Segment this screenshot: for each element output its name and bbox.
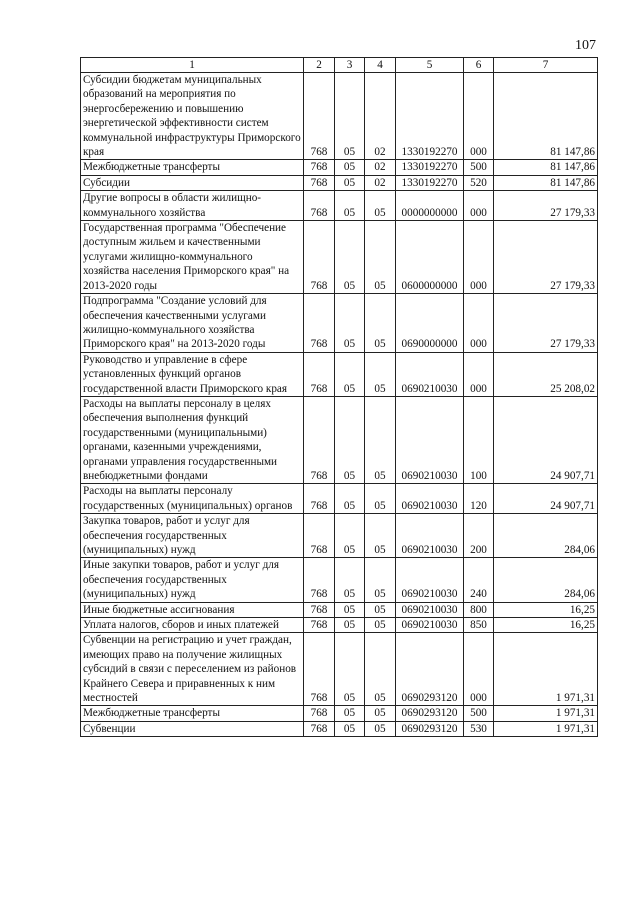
row-csr: 0690210030 (396, 618, 464, 633)
column-header: 7 (494, 58, 598, 73)
table-row (81, 706, 598, 721)
row-ved: 768 (304, 160, 335, 175)
row-vr: 000 (464, 73, 494, 160)
row-pr: 05 (365, 352, 396, 396)
row-pr: 05 (365, 191, 396, 221)
row-pr: 05 (365, 396, 396, 483)
row-pr: 05 (365, 558, 396, 602)
column-header: 5 (396, 58, 464, 73)
row-ved: 768 (304, 73, 335, 160)
row-csr: 0690210030 (396, 558, 464, 602)
table-row (81, 558, 598, 602)
row-ved: 768 (304, 721, 335, 736)
column-header: 2 (304, 58, 335, 73)
table-row (81, 618, 598, 633)
row-ved: 768 (304, 618, 335, 633)
table-row (81, 191, 598, 221)
row-rz: 05 (335, 175, 365, 190)
row-sum: 24 907,71 (494, 396, 598, 483)
row-ved: 768 (304, 396, 335, 483)
row-ved: 768 (304, 633, 335, 706)
row-sum: 27 179,33 (494, 294, 598, 353)
row-csr: 1330192270 (396, 160, 464, 175)
row-name: Субвенции на регистрацию и учет граждан, имеющих право на получение жилищных субсидий в связи с переселением из районов Крайнего Севера и приравненных к ним местностей (81, 633, 304, 706)
row-rz: 05 (335, 294, 365, 353)
row-ved: 768 (304, 602, 335, 617)
row-rz: 05 (335, 160, 365, 175)
row-pr: 05 (365, 294, 396, 353)
row-ved: 768 (304, 484, 335, 514)
row-sum: 25 208,02 (494, 352, 598, 396)
row-name: Другие вопросы в области жилищно-коммунального хозяйства (81, 191, 304, 221)
row-pr: 05 (365, 633, 396, 706)
row-sum: 16,25 (494, 602, 598, 617)
row-csr: 0690210030 (396, 602, 464, 617)
column-header: 4 (365, 58, 396, 73)
row-ved: 768 (304, 175, 335, 190)
row-name: Расходы на выплаты персоналу государственных (муниципальных) органов (81, 484, 304, 514)
table-row (81, 294, 598, 353)
row-name: Межбюджетные трансферты (81, 160, 304, 175)
row-vr: 520 (464, 175, 494, 190)
row-sum: 284,06 (494, 558, 598, 602)
row-sum: 27 179,33 (494, 191, 598, 221)
row-csr: 0600000000 (396, 221, 464, 294)
row-sum: 1 971,31 (494, 721, 598, 736)
row-ved: 768 (304, 558, 335, 602)
row-rz: 05 (335, 191, 365, 221)
row-sum: 81 147,86 (494, 175, 598, 190)
row-vr: 120 (464, 484, 494, 514)
table-header-row (81, 58, 598, 73)
column-header: 3 (335, 58, 365, 73)
row-rz: 05 (335, 618, 365, 633)
row-ved: 768 (304, 191, 335, 221)
row-vr: 850 (464, 618, 494, 633)
row-vr: 530 (464, 721, 494, 736)
row-vr: 800 (464, 602, 494, 617)
row-pr: 05 (365, 484, 396, 514)
row-vr: 200 (464, 514, 494, 558)
row-csr: 0690293120 (396, 633, 464, 706)
row-pr: 02 (365, 73, 396, 160)
row-csr: 0690210030 (396, 352, 464, 396)
row-ved: 768 (304, 514, 335, 558)
row-name: Руководство и управление в сфере установленных функций органов государственной власти Приморского края (81, 352, 304, 396)
row-name: Государственная программа "Обеспечение доступным жильем и качественными услугами жилищно-коммунального хозяйства населения Приморского края" на 2013-2020 годы (81, 221, 304, 294)
row-csr: 0000000000 (396, 191, 464, 221)
row-sum: 284,06 (494, 514, 598, 558)
row-rz: 05 (335, 706, 365, 721)
row-rz: 05 (335, 221, 365, 294)
table-row (81, 633, 598, 706)
row-vr: 000 (464, 221, 494, 294)
row-ved: 768 (304, 294, 335, 353)
row-name: Субсидии (81, 175, 304, 190)
row-vr: 500 (464, 160, 494, 175)
row-pr: 05 (365, 618, 396, 633)
row-csr: 0690293120 (396, 721, 464, 736)
table-row (81, 352, 598, 396)
row-pr: 05 (365, 721, 396, 736)
row-name: Межбюджетные трансферты (81, 706, 304, 721)
row-rz: 05 (335, 602, 365, 617)
row-rz: 05 (335, 352, 365, 396)
table-row (81, 73, 598, 160)
row-name: Субвенции (81, 721, 304, 736)
row-sum: 81 147,86 (494, 73, 598, 160)
table-row (81, 484, 598, 514)
row-csr: 0690000000 (396, 294, 464, 353)
row-sum: 27 179,33 (494, 221, 598, 294)
row-rz: 05 (335, 73, 365, 160)
row-ved: 768 (304, 352, 335, 396)
table-row (81, 602, 598, 617)
table-row (81, 175, 598, 190)
row-sum: 1 971,31 (494, 706, 598, 721)
row-rz: 05 (335, 633, 365, 706)
table-row (81, 221, 598, 294)
row-rz: 05 (335, 514, 365, 558)
row-sum: 81 147,86 (494, 160, 598, 175)
row-vr: 000 (464, 352, 494, 396)
row-name: Уплата налогов, сборов и иных платежей (81, 618, 304, 633)
row-rz: 05 (335, 396, 365, 483)
row-name: Закупка товаров, работ и услуг для обеспечения государственных (муниципальных) нужд (81, 514, 304, 558)
row-csr: 0690210030 (396, 514, 464, 558)
row-pr: 02 (365, 175, 396, 190)
row-vr: 000 (464, 191, 494, 221)
row-sum: 16,25 (494, 618, 598, 633)
row-name: Субсидии бюджетам муниципальных образований на мероприятия по энергосбережению и повышению энергетической эффективности систем коммунальной инфраструктуры Приморского края (81, 73, 304, 160)
table-row (81, 514, 598, 558)
row-rz: 05 (335, 484, 365, 514)
row-pr: 05 (365, 221, 396, 294)
table-row (81, 160, 598, 175)
row-sum: 1 971,31 (494, 633, 598, 706)
row-vr: 500 (464, 706, 494, 721)
row-pr: 02 (365, 160, 396, 175)
row-csr: 1330192270 (396, 73, 464, 160)
row-csr: 0690210030 (396, 484, 464, 514)
row-sum: 24 907,71 (494, 484, 598, 514)
page-number: 107 (575, 38, 596, 53)
table-row (81, 396, 598, 483)
row-vr: 000 (464, 294, 494, 353)
row-csr: 0690210030 (396, 396, 464, 483)
row-pr: 05 (365, 602, 396, 617)
row-vr: 000 (464, 633, 494, 706)
row-ved: 768 (304, 221, 335, 294)
row-vr: 240 (464, 558, 494, 602)
budget-table (80, 57, 598, 737)
row-pr: 05 (365, 514, 396, 558)
row-rz: 05 (335, 721, 365, 736)
row-rz: 05 (335, 558, 365, 602)
table-row (81, 721, 598, 736)
row-csr: 0690293120 (396, 706, 464, 721)
row-ved: 768 (304, 706, 335, 721)
column-header: 6 (464, 58, 494, 73)
row-vr: 100 (464, 396, 494, 483)
row-name: Иные бюджетные ассигнования (81, 602, 304, 617)
row-csr: 1330192270 (396, 175, 464, 190)
row-name: Иные закупки товаров, работ и услуг для обеспечения государственных (муниципальных) нужд (81, 558, 304, 602)
row-name: Подпрограмма "Создание условий для обеспечения качественными услугами жилищно-коммунального хозяйства Приморского края" на 2013-2020 годы (81, 294, 304, 353)
row-name: Расходы на выплаты персоналу в целях обеспечения выполнения функций государственными (муниципальными) органами, казенными учреждениями, органами управления государственными внебюджетными фондами (81, 396, 304, 483)
row-pr: 05 (365, 706, 396, 721)
column-header: 1 (81, 58, 304, 73)
